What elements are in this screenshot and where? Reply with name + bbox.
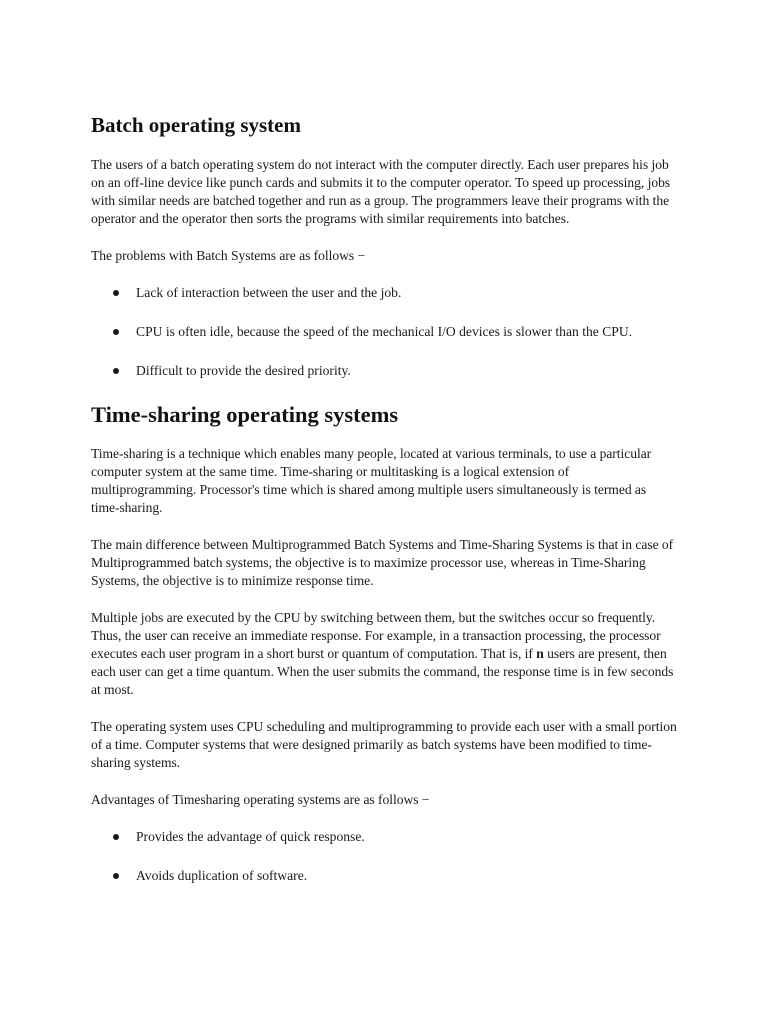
list-item	[91, 323, 677, 341]
heading-time-sharing-os: Time-sharing operating systems	[91, 402, 399, 427]
list-item-text: Lack of interaction between the user and the job.	[136, 285, 402, 300]
list-item	[91, 284, 677, 302]
paragraph-ts-definition: Time-sharing is a technique which enables many people, located at various terminals, to use a particular computer system at the same time. Time-sharing or multitasking is a logical extension of multiprogramming. Processor's time which is shared among multiple users simultaneously is termed as time-sharing.	[91, 446, 652, 515]
document-page	[91, 112, 677, 906]
list-item-text: Difficult to provide the desired priority.	[136, 363, 351, 378]
emphasis-n: n	[536, 646, 544, 661]
paragraph-ts-switching-part1: Multiple jobs are executed by the CPU by switching between them, but the switches occur so frequently. Thus, the user can receive an immediate response. For example, in a transaction processing, the processor executes each user program in a short burst or quantum of computation. That is, if	[91, 610, 661, 661]
list-item	[91, 828, 677, 846]
heading-batch-os: Batch operating system	[91, 113, 301, 137]
bullet-icon	[113, 290, 119, 296]
list-item	[91, 362, 677, 380]
paragraph-ts-advantages-lead: Advantages of Timesharing operating systems are as follows −	[91, 792, 430, 807]
paragraph-batch-intro: The users of a batch operating system do not interact with the computer directly. Each user prepares his job on an off-line device like punch cards and submits it to the computer operator. To speed up processing, jobs with similar needs are batched together and run as a group. The programmers leave their programs with the operator and the operator then sorts the programs with similar requirements into batches.	[91, 157, 671, 226]
bullet-icon	[113, 834, 119, 840]
paragraph-ts-difference: The main difference between Multiprogrammed Batch Systems and Time-Sharing Systems is that in case of Multiprogrammed batch systems, the objective is to maximize processor use, whereas in Time-Sharing Systems, the objective is to minimize response time.	[91, 537, 674, 588]
bullet-icon	[113, 368, 119, 374]
list-item	[91, 867, 677, 885]
list-item-text: Avoids duplication of software.	[136, 868, 308, 883]
paragraph-ts-switching	[91, 609, 677, 699]
paragraph-ts-scheduling: The operating system uses CPU scheduling and multiprogramming to provide each user with a small portion of a time. Computer systems that were designed primarily as batch systems have been modified to time-sharing systems.	[91, 719, 677, 770]
bullet-icon	[113, 873, 119, 879]
list-batch-problems	[91, 284, 677, 380]
bullet-icon	[113, 329, 119, 335]
list-item-text: Provides the advantage of quick response.	[136, 829, 365, 844]
paragraph-batch-problems-lead: The problems with Batch Systems are as follows −	[91, 248, 366, 263]
list-ts-advantages	[91, 828, 677, 885]
paragraph-ts-switching-part2: users are present, then each user can get a time quantum. When the user submits the command, the response time is in few seconds at most.	[91, 646, 674, 697]
list-item-text: CPU is often idle, because the speed of the mechanical I/O devices is slower than the CPU.	[136, 324, 633, 339]
